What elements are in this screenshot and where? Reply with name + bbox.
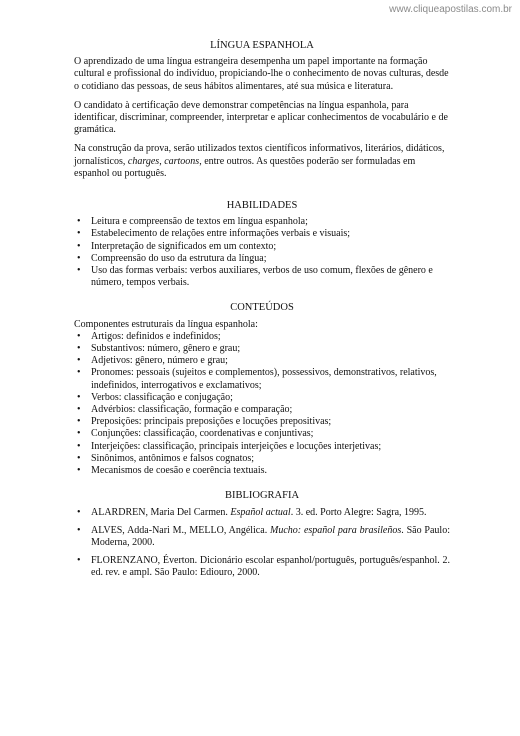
- habilidades-heading: HABILIDADES: [226, 200, 298, 212]
- intro-p3-charges: charges: [127, 155, 160, 167]
- list-item: • Mecanismos de coesão e coerência textuais.: [74, 465, 450, 477]
- intro-paragraph-1: O aprendizado de uma língua estrangeira desempenha um papel importante na formação cultural e profissional do indivíduo, propiciando-lhe o conhecimento de novas culturas, desde o cotidiano das pessoas, de seus hábitos alimentares, até sua música e literatura.: [74, 56, 449, 92]
- list-item: • Leitura e compreensão de textos em língua espanhola;: [74, 216, 450, 228]
- intro-paragraph-2: O candidato à certificação deve demonstrar competências na língua espanhola, para identificar, discriminar, compreender, interpretar e aplicar conhecimentos de vocabulário e de gramática.: [74, 99, 448, 136]
- list-item: • Estabelecimento de relações entre informações verbais e visuais;: [74, 228, 450, 240]
- bibliografia-list: [74, 507, 450, 580]
- watermark-url: www.cliqueapostilas.com.br: [389, 4, 512, 15]
- intro-p3-before: Na construção da prova, serão utilizados textos científicos informativos, literários, didáticos, jornalísticos,: [74, 143, 445, 167]
- bibliografia-heading: BIBLIOGRAFIA: [224, 490, 300, 502]
- document-page: [74, 40, 450, 586]
- conteudos-list: [74, 331, 450, 477]
- list-item: • Compreensão do uso da estrutura da língua;: [74, 253, 450, 265]
- bibliography-entry: • ALARDREN, Maria Del Carmen. Español actual. 3. ed. Porto Alegre: Sagra, 1995.: [74, 507, 450, 519]
- bibliography-entry: • ALVES, Adda-Nari M., MELLO, Angélica. Mucho: español para brasileños. São Paulo: Moderna, 2000.: [74, 525, 450, 549]
- intro-p3-comma: ,: [159, 155, 165, 167]
- bibliography-entry: • FLORENZANO, Éverton. Dicionário escolar espanhol/português, português/espanhol. 2. ed. rev. e ampl. São Paulo: Ediouro, 2000.: [74, 555, 450, 579]
- list-item: • Sinônimos, antônimos e falsos cognatos;: [74, 453, 450, 465]
- list-item: • Artigos: definidos e indefinidos;: [74, 331, 450, 343]
- conteudos-heading: CONTEÚDOS: [230, 302, 294, 314]
- list-item: • Interpretação de significados em um contexto;: [74, 241, 450, 253]
- list-item: • Preposições: principais preposições e locuções prepositivas;: [74, 416, 450, 428]
- list-item: • Adjetivos: gênero, número e grau;: [74, 355, 450, 367]
- conteudos-intro: Componentes estruturais da língua espanhola:: [74, 318, 258, 330]
- list-item: • Interjeições: classificação, principais interjeições e locuções interjetivas;: [74, 441, 450, 453]
- list-item: • Uso das formas verbais: verbos auxiliares, verbos de uso comum, flexões de gênero e número, tempos verbais.: [74, 265, 450, 289]
- list-item: • Verbos: classificação e conjugação;: [74, 392, 450, 404]
- list-item: • Pronomes: pessoais (sujeitos e complementos), possessivos, demonstrativos, relativos, indefinidos, interrogativos e exclamativos;: [74, 367, 450, 391]
- list-item: • Substantivos: número, gênero e grau;: [74, 343, 450, 355]
- list-item: • Advérbios: classificação, formação e comparação;: [74, 404, 450, 416]
- list-item: • Conjunções: classificação, coordenativas e conjuntivas;: [74, 428, 450, 440]
- intro-paragraph-3: [74, 143, 450, 180]
- intro-p3-cartoons: cartoons: [164, 155, 200, 167]
- habilidades-list: [74, 216, 450, 289]
- page-title: LÍNGUA ESPANHOLA: [210, 40, 314, 51]
- intro-p3-after: , entre outros. As questões poderão ser formuladas em espanhol ou português.: [74, 155, 416, 179]
